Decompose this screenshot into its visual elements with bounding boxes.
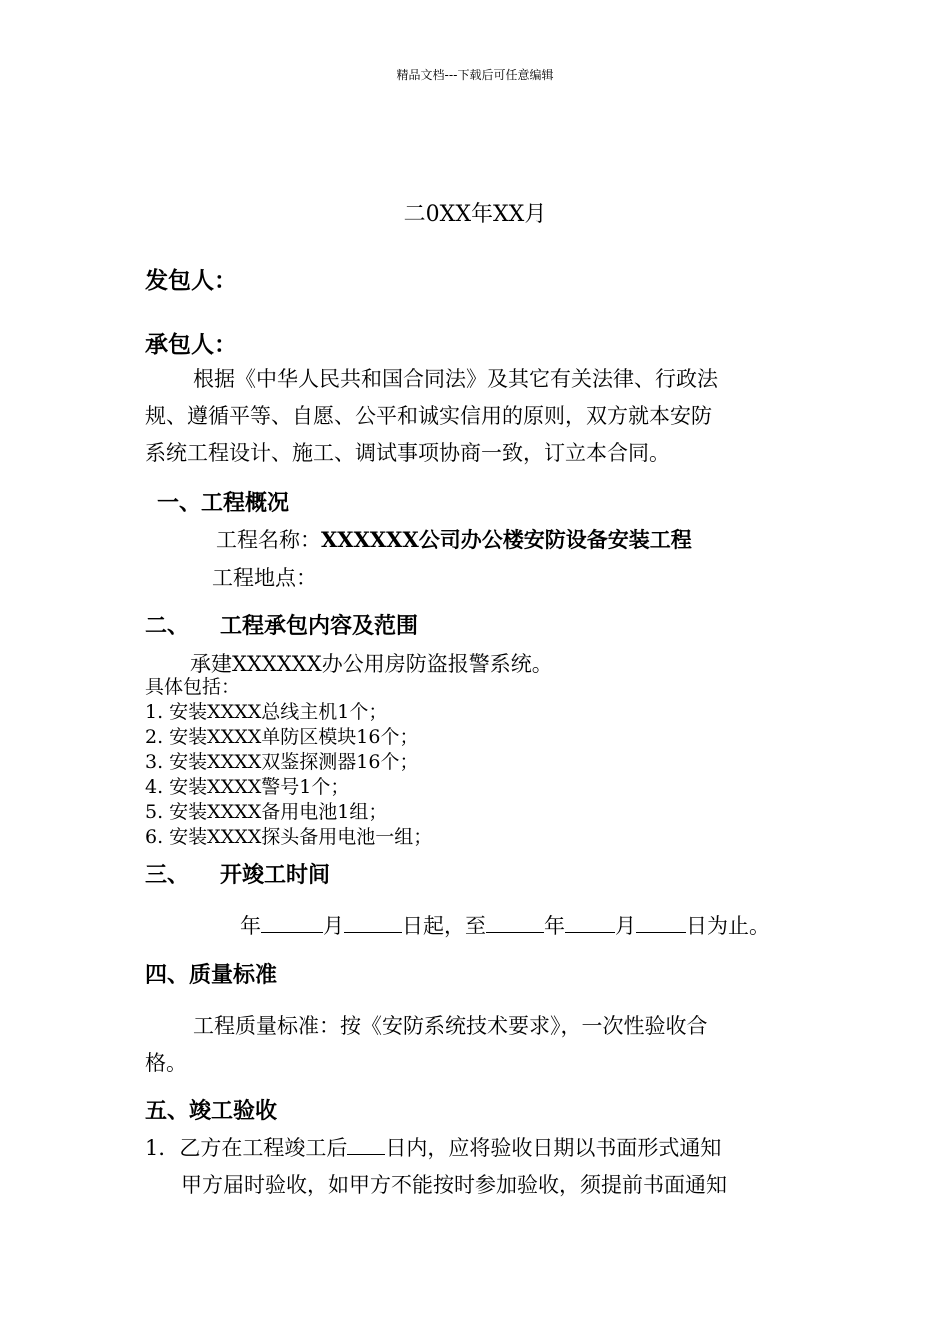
end-month-blank[interactable] bbox=[565, 914, 615, 933]
preamble-line-2: 规、遵循平等、自愿、公平和诚实信用的原则，双方就本安防 bbox=[145, 404, 712, 428]
acceptance-item-1-line-2: 甲方届时验收，如甲方不能按时参加验收，须提前书面通知 bbox=[181, 1173, 727, 1197]
scope-item-3: 3. 安装XXXX双鉴探测器16个； bbox=[145, 751, 419, 773]
end-month-label: 月 bbox=[615, 914, 636, 938]
preamble-line-1: 根据《中华人民共和国合同法》及其它有关法律、行政法 bbox=[193, 367, 718, 391]
acceptance-item-1-prefix: 1．乙方在工程竣工后 bbox=[145, 1136, 348, 1160]
scope-item-1: 1. 安装XXXX总线主机1个； bbox=[145, 701, 388, 723]
start-year-label: 年 bbox=[240, 914, 261, 938]
preamble-line-3: 系统工程设计、施工、调试事项协商一致，订立本合同。 bbox=[145, 441, 670, 465]
scope-includes-label: 具体包括： bbox=[145, 676, 241, 698]
section-5-heading: 五、竣工验收 bbox=[145, 1098, 278, 1124]
start-month-label: 月 bbox=[323, 914, 344, 938]
schedule-line bbox=[240, 910, 770, 940]
section-2-heading-number: 二、 bbox=[145, 613, 190, 639]
acceptance-item-1-line-1 bbox=[145, 1132, 721, 1162]
start-day-label: 日起，至 bbox=[402, 914, 486, 938]
scope-item-2: 2. 安装XXXX单防区模块16个； bbox=[145, 726, 419, 748]
project-name-value: XXXXXX公司办公楼安防设备安装工程 bbox=[321, 527, 692, 552]
acceptance-days-blank[interactable] bbox=[347, 1136, 385, 1155]
project-name-label: 工程名称： bbox=[216, 528, 321, 552]
start-month-blank[interactable] bbox=[261, 914, 323, 933]
section-3-heading: 开竣工时间 bbox=[220, 862, 331, 888]
scope-item-6: 6. 安装XXXX探头备用电池一组； bbox=[145, 826, 433, 848]
scope-item-4: 4. 安装XXXX警号1个； bbox=[145, 776, 350, 798]
scope-item-5: 5. 安装XXXX备用电池1组； bbox=[145, 801, 388, 823]
end-year-label: 年 bbox=[544, 914, 565, 938]
end-day-blank[interactable] bbox=[636, 914, 686, 933]
scope-intro: 承建XXXXXX办公用房防盗报警系统。 bbox=[190, 652, 553, 676]
end-day-label: 日为止。 bbox=[686, 914, 770, 938]
quality-line-1: 工程质量标准：按《安防系统技术要求》，一次性验收合 bbox=[193, 1014, 708, 1038]
section-1-heading: 一、工程概况 bbox=[157, 490, 290, 516]
section-4-heading: 四、质量标准 bbox=[145, 962, 278, 988]
project-name-row bbox=[216, 524, 692, 554]
page-header: 精品文档---下载后可任意编辑 bbox=[396, 68, 554, 82]
section-3-heading-number: 三、 bbox=[145, 862, 190, 888]
project-location-label: 工程地点： bbox=[212, 566, 317, 590]
section-2-heading: 工程承包内容及范围 bbox=[220, 613, 419, 639]
acceptance-item-1-suffix: 日内，应将验收日期以书面形式通知 bbox=[385, 1136, 722, 1160]
contract-date-title: 二0XX年XX月 bbox=[403, 202, 547, 227]
end-year-blank[interactable] bbox=[486, 914, 544, 933]
quality-line-2: 格。 bbox=[145, 1051, 187, 1075]
contractor-label: 承包人： bbox=[145, 331, 237, 358]
start-day-blank[interactable] bbox=[344, 914, 402, 933]
employer-label: 发包人： bbox=[145, 267, 237, 294]
